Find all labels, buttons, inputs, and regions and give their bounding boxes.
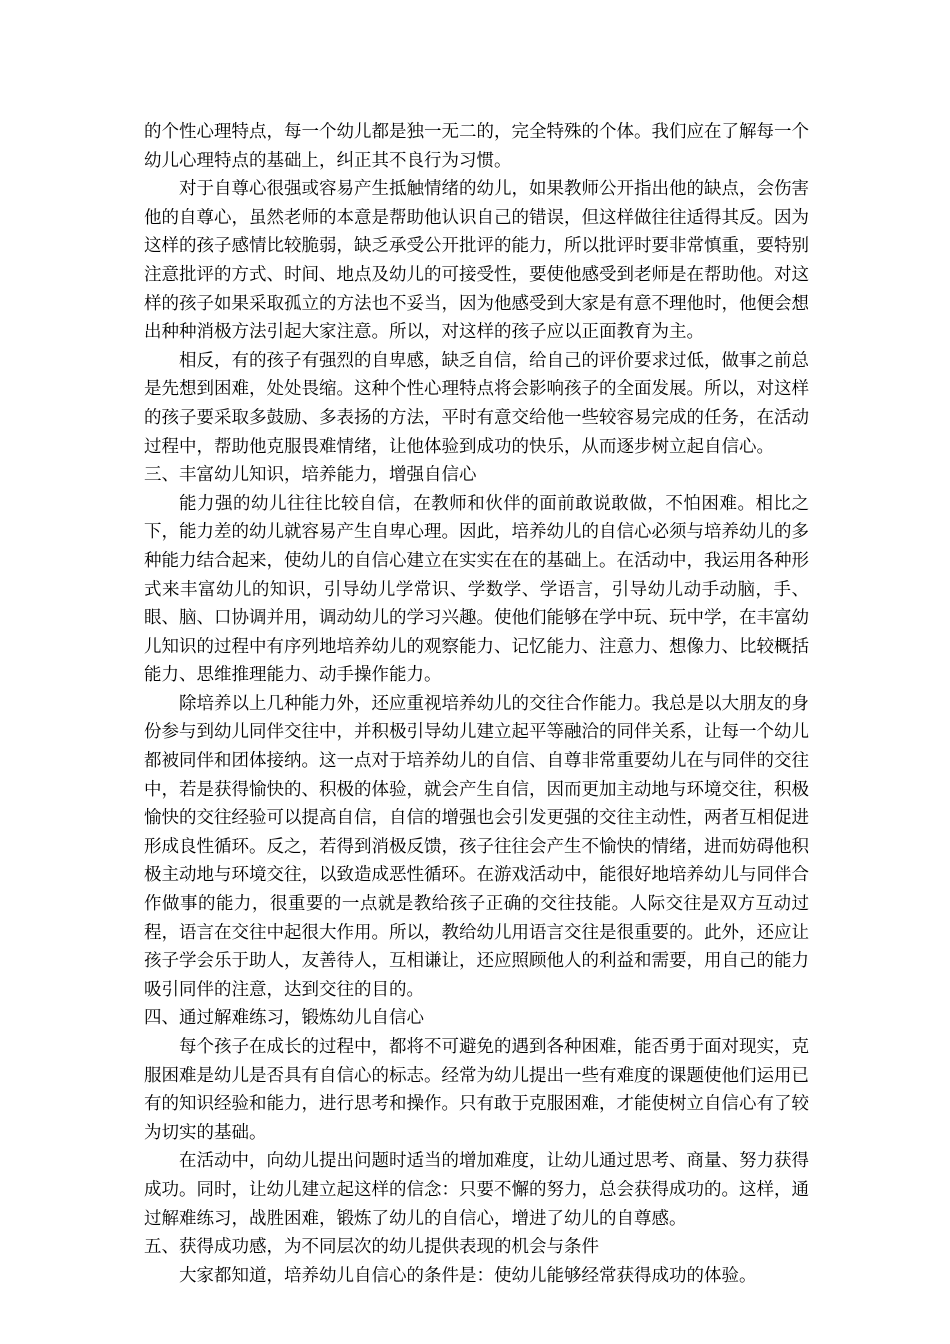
paragraph: 对于自尊心很强或容易产生抵触情绪的幼儿，如果教师公开指出他的缺点，会伤害他的自尊心，虽然老师的本意是帮助他认识自己的错误，但这样做往往适得其反。因为这样的孩子感情比较脆弱，缺乏承受公开批评的能力，所以批评时要非常慎重，要特别注意批评的方式、时间、地点及幼儿的可接受性，要使他感受到老师是在帮助他。对这样的孩子如果采取孤立的方法也不妥当，因为他感受到大家是有意不理他时，他便会想出种种消极方法引起大家注意。所以，对这样的孩子应以正面教育为主。 xyxy=(144,179,809,343)
section-heading-4: 四、通过解难练习，锻炼幼儿自信心 xyxy=(144,1008,424,1029)
section-heading-5: 五、获得成功感，为不同层次的幼儿提供表现的机会与条件 xyxy=(144,1237,599,1258)
paragraph: 的个性心理特点，每一个幼儿都是独一无二的，完全特殊的个体。我们应在了解每一个幼儿心理特点的基础上，纠正其不良行为习惯。 xyxy=(144,122,809,171)
paragraph: 除培养以上几种能力外，还应重视培养幼儿的交往合作能力。我总是以大朋友的身份参与到幼儿同伴交往中，并积极引导幼儿建立起平等融洽的同伴关系，让每一个幼儿都被同伴和团体接纳。这一点对于培养幼儿的自信、自尊非常重要幼儿在与同伴的交往中，若是获得愉快的、积极的体验，就会产生自信，因而更加主动地与环境交往，积极愉快的交往经验可以提高自信，自信的增强也会引发更强的交往主动性，两者互相促进形成良性循环。反之，若得到消极反馈，孩子往往会产生不愉快的情绪，进而妨碍他积极主动地与环境交往，以致造成恶性循环。在游戏活动中，能很好地培养幼儿与同伴合作做事的能力，很重要的一点就是教给孩子正确的交往技能。人际交往是双方互动过程，语言在交往中起很大作用。所以，教给幼儿用语言交往是很重要的。此外，还应让孩子学会乐于助人，友善待人，互相谦让，还应照顾他人的利益和需要，用自己的能力吸引同伴的注意，达到交往的目的。 xyxy=(144,693,809,1000)
paragraph: 每个孩子在成长的过程中，都将不可避免的遇到各种困难，能否勇于面对现实，克服困难是幼儿是否具有自信心的标志。经常为幼儿提出一些有难度的课题使他们运用已有的知识经验和能力，进行思考和操作。只有敢于克服困难，才能使树立自信心有了较为切实的基础。 xyxy=(144,1037,809,1143)
paragraph: 相反，有的孩子有强烈的自卑感，缺乏自信，给自己的评价要求过低，做事之前总是先想到困难，处处畏缩。这种个性心理特点将会影响孩子的全面发展。所以，对这样的孩子要采取多鼓励、多表扬的方法，平时有意交给他一些较容易完成的任务，在活动过程中，帮助他克服畏难情绪，让他体验到成功的快乐，从而逐步树立起自信心。 xyxy=(144,350,809,457)
document-body xyxy=(144,118,809,1290)
paragraph: 大家都知道，培养幼儿自信心的条件是：使幼儿能够经常获得成功的体验。 xyxy=(179,1265,757,1286)
paragraph: 能力强的幼儿往往比较自信，在教师和伙伴的面前敢说敢做，不怕困难。相比之下，能力差的幼儿就容易产生自卑心理。因此，培养幼儿的自信心必须与培养幼儿的多种能力结合起来，使幼儿的自信心建立在实实在在的基础上。在活动中，我运用各种形式来丰富幼儿的知识，引导幼儿学常识、学数学、学语言，引导幼儿动手动脑，手、眼、脑、口协调并用，调动幼儿的学习兴趣。使他们能够在学中玩、玩中学，在丰富幼儿知识的过程中有序列地培养幼儿的观察能力、记忆能力、注意力、想像力、比较概括能力、思维推理能力、动手操作能力。 xyxy=(144,493,809,686)
paragraph: 在活动中，向幼儿提出问题时适当的增加难度，让幼儿通过思考、商量、努力获得成功。同时，让幼儿建立起这样的信念：只要不懈的努力，总会获得成功的。这样，通过解难练习，战胜困难，锻炼了幼儿的自信心，增进了幼儿的自尊感。 xyxy=(144,1151,809,1229)
section-heading-3: 三、丰富幼儿知识，培养能力，增强自信心 xyxy=(144,465,477,486)
